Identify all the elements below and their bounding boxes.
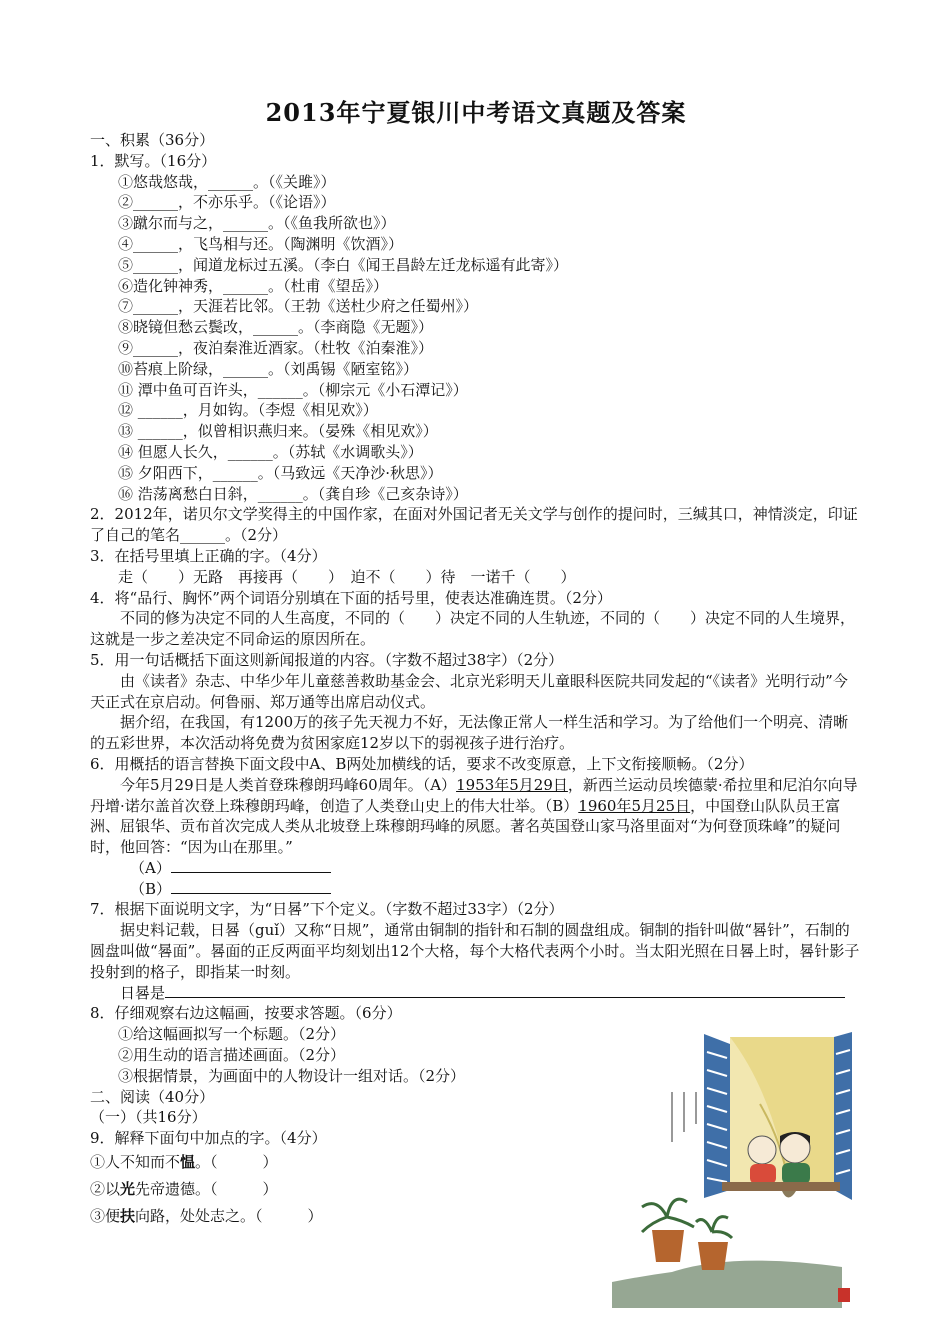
answer-blank-b[interactable] (171, 879, 331, 894)
poem-line: ②______，不亦乐乎。（《论语》） (118, 193, 336, 212)
boy-body (750, 1164, 776, 1184)
poem-line: ⑬ ______，似曾相识燕归来。（晏殊《相见欢》） (118, 422, 438, 441)
definition-line: 日晷是 (90, 983, 862, 1004)
poem-line: ⑯ 浩荡离愁白日斜，______。（龚自珍《己亥杂诗》） (118, 484, 468, 503)
poem-line: ③蹴尔而与之，______。（《鱼我所欲也》） (118, 214, 396, 233)
underlined-phrase-a: 1953年5月29日 (456, 775, 568, 794)
dotted-character: 愠 (180, 1153, 196, 1172)
question-9-item: ①人不知而不愠。（ ） (90, 1153, 278, 1172)
question-2: 2．2012年，诺贝尔文学奖得主的中国作家，在面对外国记者无关文学与创作的提问时，三缄其口，神情淡定，印证了自己的笔名______。（2分） (90, 505, 858, 545)
poem-line: ⑪ 潭中鱼可百许头，______。（柳宗元《小石潭记》） (118, 380, 468, 399)
everest-paragraph: 今年5月29日是人类首登珠穆朗玛峰60周年。（A）1953年5月29日，新西兰运动员埃德蒙·希拉里和尼泊尔向导丹增·诺尔盖首次登上珠穆朗玛峰，创造了人类登山史上的伟大壮举。（B）1960年5月25日，中国登山队队员王富洲、屈银华、贡布首次完成人类从北坡登上珠穆朗玛峰的夙愿。著名英国登山家马洛里面对“为何登顶珠峰”的疑问时，他回答：“因为山在那里。” (90, 775, 858, 857)
question-4-text: 不同的修为决定不同的人生高度，不同的（ ）决定不同的人生轨迹，不同的（ ）决定不同的人生境界，这就是一步之差决定不同命运的原因所在。 (90, 609, 856, 649)
news-paragraph-2: 据介绍，在我国，有1200万的孩子先天视力不好，无法像正常人一样生活和学习。为了给他们一个明亮、清晰的五彩世界，本次活动将免费为贫困家庭12岁以下的弱视孩子进行治疗。 (90, 713, 849, 753)
question-4: 4．将“品行、胸怀”两个词语分别填在下面的括号里，使表达准确连贯。（2分） (90, 588, 612, 607)
dotted-character: 扶 (120, 1207, 136, 1226)
question-5: 5．用一句话概括下面这则新闻报道的内容。（字数不超过38字）（2分） (90, 650, 564, 669)
poem-line: ⑮ 夕阳西下，______。（马致远《天净沙·秋思》） (118, 463, 443, 482)
section-heading-2: 二、阅读（40分） (90, 1087, 215, 1106)
poem-line: ⑨______，夜泊秦淮近酒家。（杜牧《泊秦淮》） (118, 338, 434, 357)
left-shutter (704, 1034, 730, 1198)
definition-blank[interactable] (165, 983, 845, 998)
question-8: 8．仔细观察右边这幅画，按要求答题。（6分） (90, 1004, 402, 1023)
poem-line: ⑫ ______，月如钩。（李煜《相见欢》） (118, 401, 378, 420)
poem-line: ⑥造化钟神秀，______。（杜甫《望岳》） (118, 276, 389, 295)
poem-line: ⑤______，闻道龙标过五溪。（李白《闻王昌龄左迁龙标遥有此寄》） (118, 255, 569, 274)
poem-line: ④______，飞鸟相与还。（陶渊明《饮酒》） (118, 234, 404, 253)
question-9: 9．解释下面句中加点的字。（4分） (90, 1129, 327, 1148)
question-9-item: ③便扶向路，处处志之。（ ） (90, 1207, 323, 1226)
window-sill (722, 1182, 840, 1191)
sundial-paragraph: 据史料记载，日晷（guǐ）又称“日规”，通常由铜制的指针和石制的圆盘组成。铜制的指针叫做“晷针”，石制的圆盘叫做“晷面”。晷面的正反两面平均刻划出12个大格，每个大格代表两个小时。当太阳光照在日晷上时，晷针影子投射到的格子，即指某一时刻。 (90, 921, 860, 981)
news-paragraph-1: 由《读者》杂志、中华少年儿童慈善救助基金会、北京光彩明天儿童眼科医院共同发起的“《读者》光明行动”今天正式在京启动。何鲁丽、郑万通等出席启动仪式。 (90, 671, 848, 711)
question-3-items: 走（ ）无路 再接再（ ） 迫不（ ）待 一诺千（ ） (118, 567, 576, 586)
question-7: 7．根据下面说明文字，为“日晷”下个定义。（字数不超过33字）（2分） (90, 900, 564, 919)
poem-line: ⑭ 但愿人长久，______。（苏轼《水调歌头》） (118, 442, 423, 461)
answer-line-b: （B） (90, 879, 862, 900)
question-3: 3．在括号里填上正确的字。（4分） (90, 546, 327, 565)
question-1: 1．默写。（16分） (90, 151, 217, 170)
question-6: 6．用概括的语言替换下面文段中A、B两处加横线的话，要求不改变原意，上下文衔接顺畅。（2分） (90, 754, 754, 773)
underlined-phrase-b: 1960年5月25日 (578, 796, 691, 815)
question-8-item: ②用生动的语言描述画面。（2分） (118, 1046, 346, 1065)
reading-part-1: （一）（共16分） (90, 1108, 207, 1127)
girl-body (782, 1163, 810, 1184)
question-9-item: ②以光先帝遗德。（ ） (90, 1180, 278, 1199)
poem-line: ⑩苔痕上阶绿，______。（刘禹锡《陋室铭》） (118, 359, 419, 378)
doc-title: 2013年宁夏银川中考语文真题及答案 (265, 98, 687, 127)
window-children-painting (612, 1032, 862, 1308)
poem-line: ⑦______，天涯若比邻。（王勃《送杜少府之任蜀州》） (118, 297, 479, 316)
answer-line-a: （A） (90, 858, 862, 879)
seal-stamp (838, 1288, 850, 1302)
answer-blank-a[interactable] (171, 858, 331, 873)
painting-illustration (612, 1032, 862, 1308)
poem-line: ⑧晓镜但愁云鬓改，______。（李商隐《无题》） (118, 318, 434, 337)
poem-line: ①悠哉悠哉，______。（《关雎》） (118, 172, 336, 191)
question-8-item: ①给这幅画拟写一个标题。（2分） (118, 1025, 346, 1044)
question-8-item: ③根据情景，为画面中的人物设计一组对话。（2分） (118, 1066, 466, 1085)
dotted-character: 光 (120, 1180, 136, 1199)
boy-head (748, 1136, 776, 1164)
section-heading-1: 一、积累（36分） (90, 131, 215, 149)
right-shutter (834, 1032, 852, 1200)
